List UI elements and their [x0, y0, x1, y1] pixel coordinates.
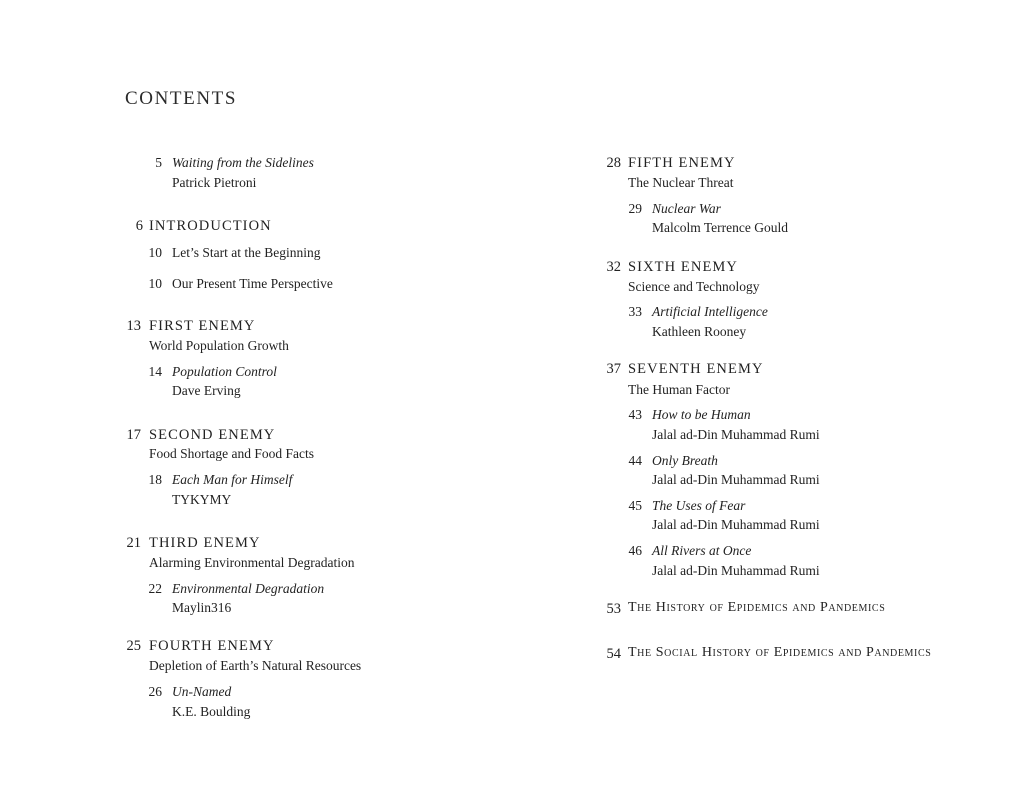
entry-title: How to be Human [652, 407, 751, 422]
page-number: 43 [628, 407, 642, 422]
page-number: 44 [628, 453, 642, 468]
page-number: 10 [148, 276, 162, 291]
entry-title: The Uses of Fear [652, 498, 746, 513]
page-number: 25 [126, 638, 141, 654]
page-number: 46 [628, 543, 642, 558]
entry-title: Un-Named [172, 684, 232, 699]
entry-author: Patrick Pietroni [172, 175, 257, 190]
page-number: 18 [148, 472, 162, 487]
entry-title: Population Control [172, 364, 277, 379]
section-subtitle: Alarming Environmental Degradation [149, 555, 355, 570]
entry-author: Dave Erving [172, 383, 241, 398]
entry-title: Let’s Start at the Beginning [172, 245, 321, 260]
page-number: 53 [606, 601, 621, 617]
page-number: 10 [148, 245, 162, 260]
section-heading: SECOND ENEMY [149, 427, 276, 443]
section-heading: FOURTH ENEMY [149, 638, 275, 654]
section-heading: SEVENTH ENEMY [628, 361, 764, 377]
section-heading: FIRST ENEMY [149, 318, 256, 334]
entry-author: Kathleen Rooney [652, 324, 747, 339]
section-subtitle: Depletion of Earth’s Natural Resources [149, 658, 362, 673]
entry-author: Malcolm Terrence Gould [652, 220, 789, 235]
page-number: 13 [126, 318, 141, 334]
entry-author: Maylin316 [172, 600, 232, 615]
section-subtitle: The Nuclear Threat [628, 175, 734, 190]
section-heading: SIXTH ENEMY [628, 259, 738, 275]
page-number: 33 [628, 304, 642, 319]
page-number: 29 [628, 201, 642, 216]
entry-title: Only Breath [652, 453, 718, 468]
section-heading: THIRD ENEMY [149, 535, 261, 551]
entry-title: Our Present Time Perspective [172, 276, 333, 291]
section-subtitle: World Population Growth [149, 338, 289, 353]
page-number: 37 [606, 361, 621, 377]
entry-title: Each Man for Himself [172, 472, 293, 487]
page-number: 21 [126, 535, 141, 551]
entry-author: Jalal ad-Din Muhammad Rumi [652, 563, 820, 578]
entry-author: Jalal ad-Din Muhammad Rumi [652, 517, 820, 532]
section-heading: The History of Epidemics and Pandemics [628, 600, 886, 615]
page-number: 17 [126, 427, 141, 443]
entry-author: Jalal ad-Din Muhammad Rumi [652, 472, 820, 487]
page-number: 28 [606, 155, 621, 171]
entry-author: K.E. Boulding [172, 704, 251, 719]
section-subtitle: Science and Technology [628, 279, 760, 294]
entry-author: TYKYMY [172, 492, 232, 507]
entry-title: Artificial Intelligence [652, 304, 768, 319]
entry-title: Environmental Degradation [172, 581, 325, 596]
entry-title: Waiting from the Sidelines [172, 155, 314, 170]
section-heading: FIFTH ENEMY [628, 155, 736, 171]
entry-title: All Rivers at Once [652, 543, 752, 558]
page-number: 45 [628, 498, 642, 513]
entry-title: Nuclear War [652, 201, 721, 216]
page-number: 22 [148, 581, 162, 596]
page-number: 14 [148, 364, 162, 379]
section-subtitle: Food Shortage and Food Facts [149, 446, 314, 461]
page-number: 5 [155, 155, 162, 170]
section-heading: The Social History of Epidemics and Pandemics [628, 645, 932, 660]
page-number: 6 [135, 218, 143, 234]
page-number: 26 [148, 684, 162, 699]
page-number: 32 [606, 259, 621, 275]
page-title: CONTENTS [125, 88, 238, 109]
entry-author: Jalal ad-Din Muhammad Rumi [652, 427, 820, 442]
section-heading: INTRODUCTION [149, 218, 272, 234]
section-subtitle: The Human Factor [628, 382, 730, 397]
page-number: 54 [606, 646, 621, 662]
